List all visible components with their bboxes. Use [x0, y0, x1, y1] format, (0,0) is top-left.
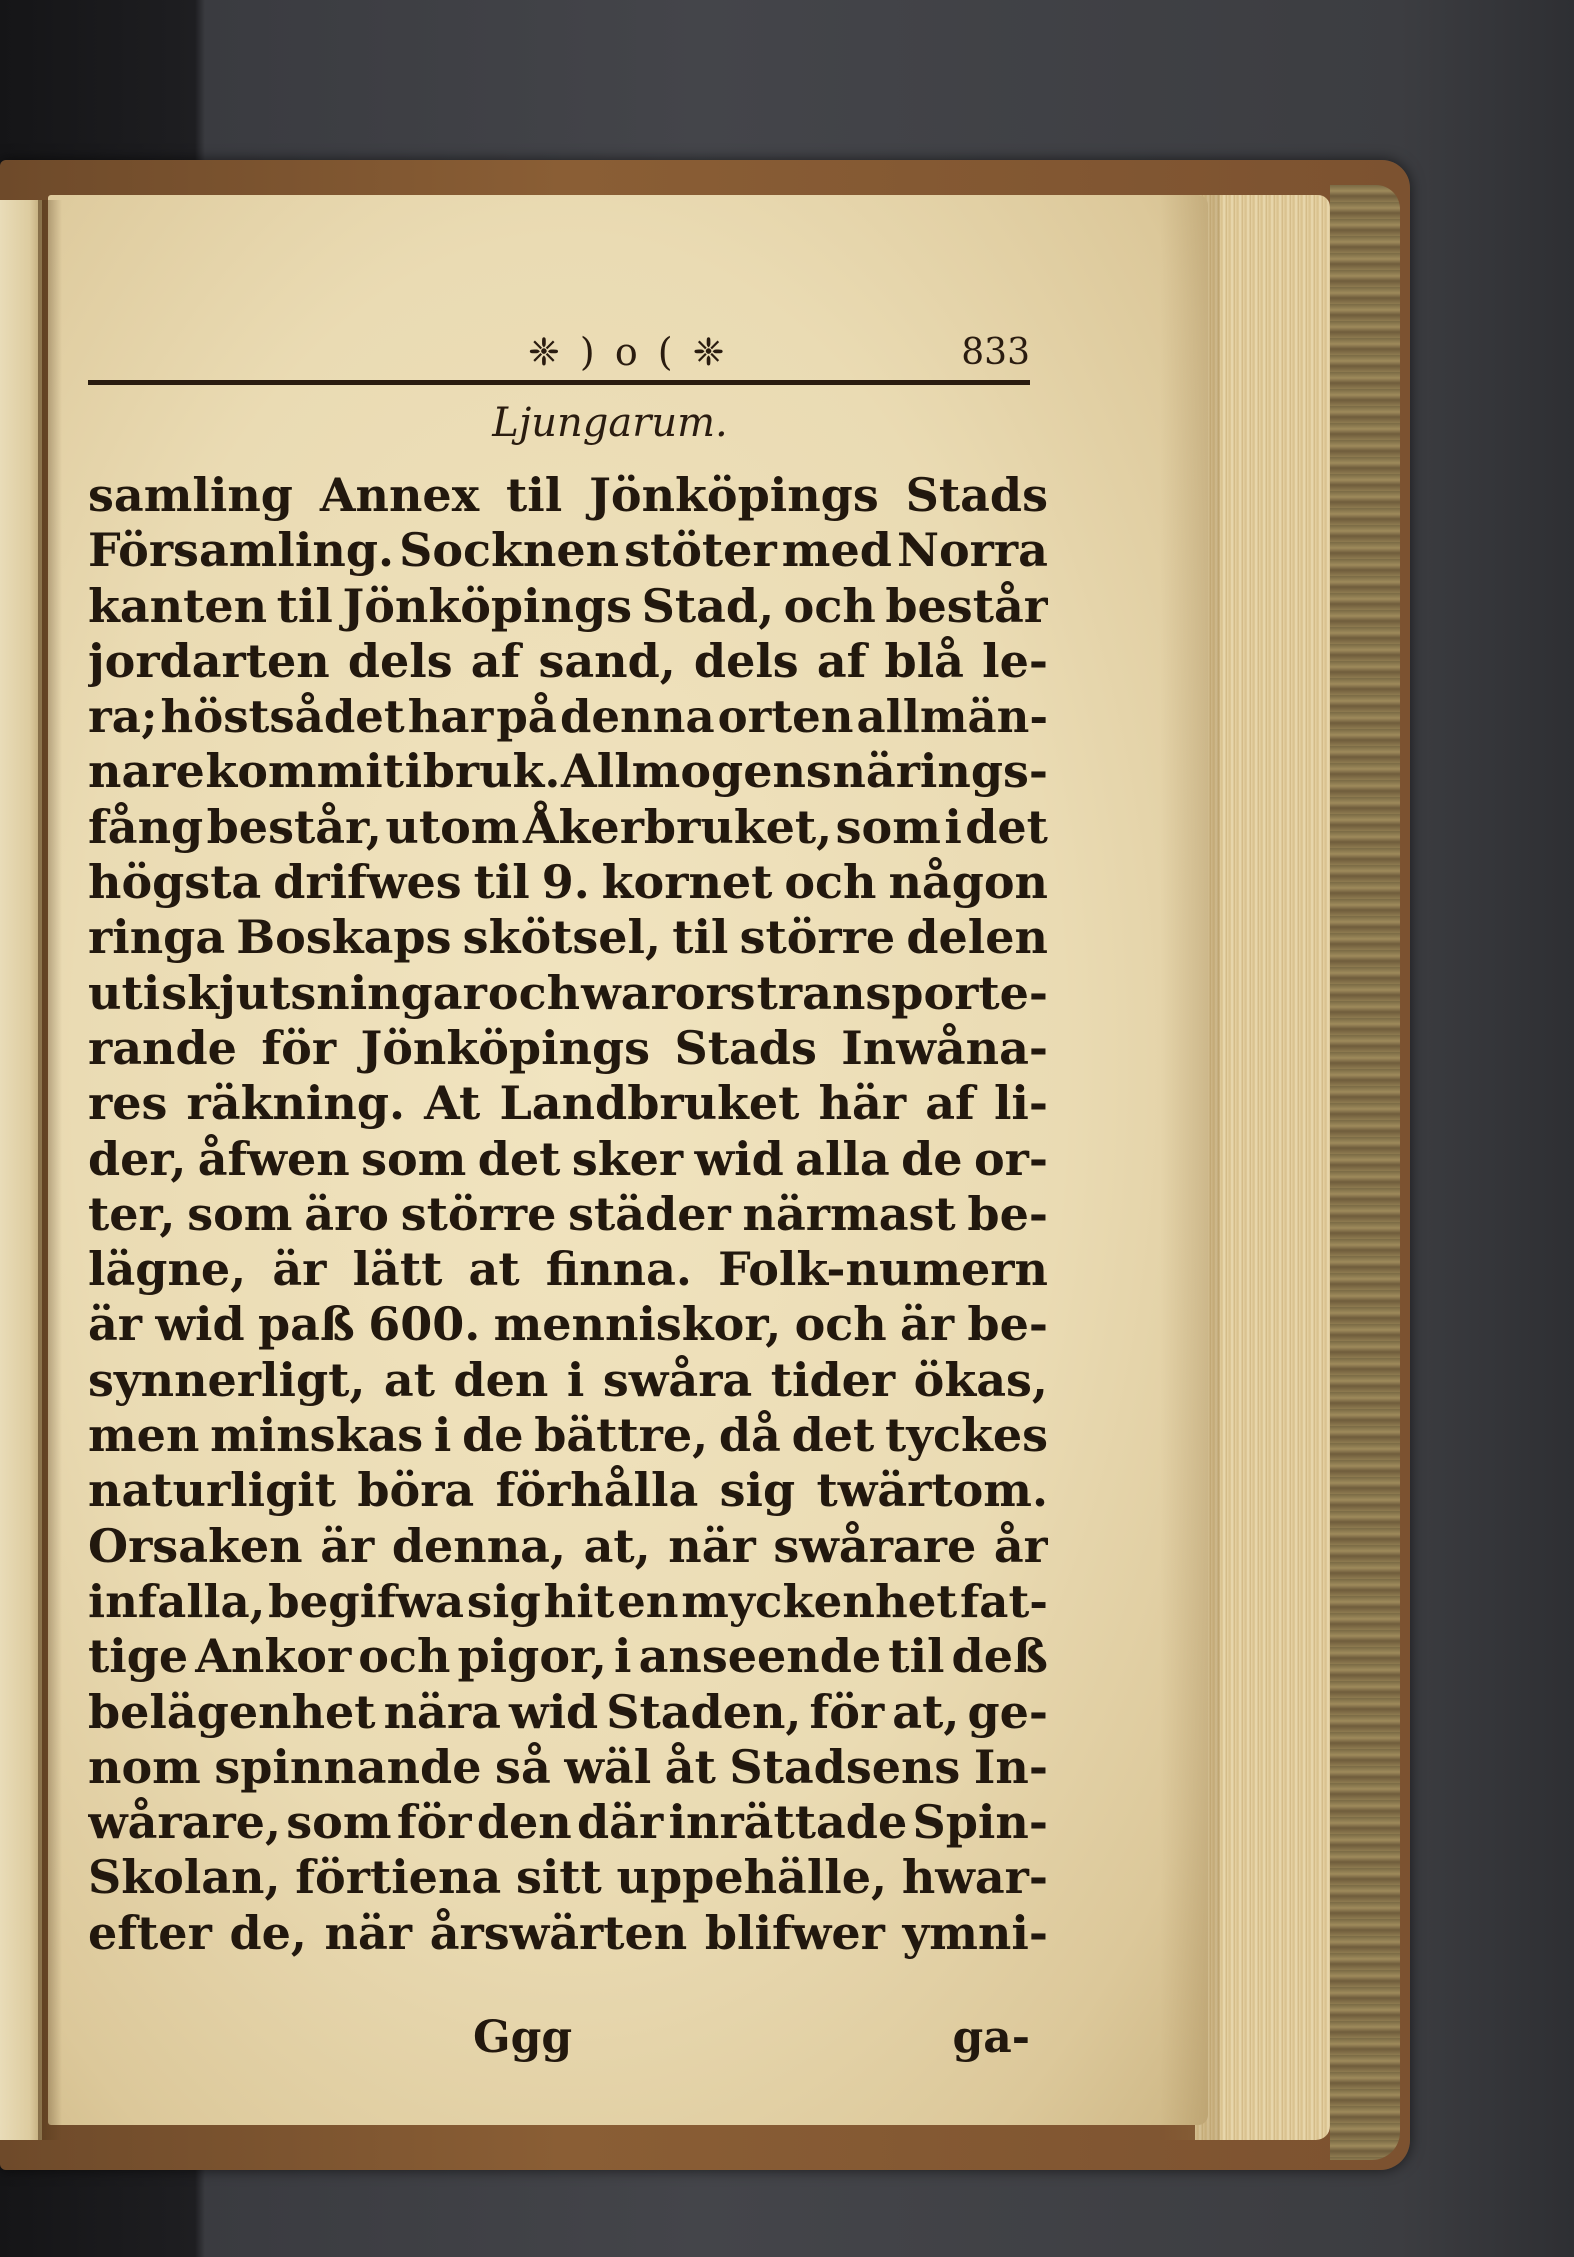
text-word: sig — [719, 1463, 796, 1518]
text-word: or- — [973, 1131, 1048, 1186]
text-word: At — [424, 1076, 481, 1131]
text-word: när — [668, 1518, 756, 1573]
text-word: utom — [385, 799, 520, 854]
text-word: dels — [693, 633, 799, 688]
text-word: en — [617, 1574, 679, 1628]
text-word: inrättade — [668, 1795, 908, 1850]
text-word: dels — [347, 633, 453, 688]
text-word: alla — [795, 1131, 890, 1186]
text-word: kornet — [601, 855, 773, 910]
text-word: Stad, — [641, 578, 775, 633]
text-word: och — [783, 578, 876, 633]
text-word: bruk. — [422, 744, 561, 799]
text-word: böra — [357, 1463, 475, 1518]
text-word: wid — [694, 1131, 784, 1186]
text-line — [88, 523, 1048, 578]
text-word: sand, — [538, 633, 676, 688]
text-word: det — [965, 799, 1048, 854]
text-word: äro — [304, 1186, 389, 1241]
text-word: transporte- — [756, 965, 1048, 1020]
text-word: li- — [993, 1076, 1048, 1131]
text-word: det — [791, 1408, 875, 1463]
text-word: der, — [88, 1131, 187, 1186]
text-word: Skolan, — [88, 1850, 281, 1905]
text-word: res — [88, 1076, 168, 1131]
text-word: tyckes — [884, 1408, 1048, 1463]
text-word: minskas — [210, 1408, 424, 1463]
text-word: den — [476, 1795, 572, 1850]
text-line — [88, 1740, 1048, 1795]
text-word: lätt — [352, 1242, 443, 1297]
text-word: at — [383, 1352, 435, 1407]
text-word: sker — [571, 1131, 684, 1186]
text-word: då — [718, 1408, 781, 1463]
text-word: det — [477, 1131, 561, 1186]
page-header — [88, 330, 1030, 390]
text-line — [88, 1021, 1048, 1076]
text-word: le- — [982, 633, 1048, 688]
running-head: Ljungarum. — [492, 400, 728, 446]
text-word: spinnande — [214, 1739, 482, 1794]
text-word: någon — [888, 855, 1048, 910]
text-word: som — [187, 1186, 293, 1241]
text-word: och — [794, 1297, 887, 1352]
text-word: be- — [967, 1186, 1048, 1241]
text-word: Annex — [319, 468, 480, 522]
text-word: den — [453, 1352, 549, 1407]
text-word: är — [320, 1518, 375, 1573]
text-word: tider — [770, 1352, 896, 1407]
text-word: i — [614, 1629, 632, 1684]
text-word: finna. — [545, 1242, 692, 1297]
text-word: ringa — [88, 910, 226, 965]
text-word: wid — [508, 1684, 599, 1739]
text-word: Församling. — [88, 523, 395, 578]
text-word: när — [324, 1905, 413, 1960]
text-word: naturligit — [88, 1463, 337, 1518]
text-word: Norra — [896, 523, 1048, 578]
text-word: 600. — [368, 1297, 481, 1352]
text-word: til — [672, 910, 729, 965]
text-word: allmän- — [856, 690, 1048, 744]
text-line — [88, 1242, 1048, 1297]
text-word: på — [496, 690, 557, 744]
text-word: kanten — [88, 578, 268, 633]
text-line — [88, 1408, 1048, 1463]
text-word: orten — [717, 690, 854, 744]
text-word: Orsaken — [88, 1518, 303, 1573]
text-word: In- — [973, 1739, 1048, 1794]
text-word: efter — [88, 1905, 212, 1960]
text-line — [88, 468, 1048, 523]
text-word: större — [400, 1186, 557, 1241]
text-word: fång — [88, 799, 204, 854]
page-curve-shade — [1160, 195, 1220, 2140]
text-line — [88, 855, 1048, 910]
text-line — [88, 1132, 1048, 1187]
text-word: infalla, — [88, 1574, 266, 1628]
text-word: be- — [967, 1297, 1048, 1352]
text-word: af — [925, 1076, 975, 1131]
text-word: wårare, — [88, 1795, 281, 1850]
text-word: til — [888, 1629, 945, 1684]
text-line — [88, 1297, 1048, 1352]
text-word: stöter — [624, 523, 777, 578]
text-word: pigor, — [457, 1629, 607, 1684]
text-word: närmast — [742, 1186, 956, 1241]
text-word: belägenhet — [88, 1684, 376, 1739]
text-word: at, — [892, 1684, 960, 1739]
text-word: 9. — [541, 855, 590, 910]
text-word: högsta — [88, 855, 262, 910]
text-word: och — [784, 855, 877, 910]
text-line — [88, 1076, 1048, 1131]
text-line — [88, 1353, 1048, 1408]
text-word: Socknen — [399, 523, 620, 578]
text-word: Ankor — [195, 1629, 352, 1684]
text-word: som — [286, 1795, 392, 1850]
text-word: består — [885, 578, 1048, 633]
text-word: höstsådet — [160, 690, 405, 744]
text-word: närings- — [832, 744, 1048, 799]
text-word: delen — [906, 910, 1048, 965]
text-word: i — [404, 744, 423, 799]
text-word: är — [88, 1297, 143, 1352]
text-word: Jönköpings — [342, 578, 633, 633]
text-line — [88, 1906, 1048, 1961]
spine-shadow — [38, 200, 62, 2140]
text-word: twärtom. — [816, 1463, 1048, 1518]
text-word: består, — [206, 799, 382, 854]
text-word: år — [993, 1518, 1048, 1573]
text-word: för — [809, 1684, 885, 1739]
text-line — [88, 1629, 1048, 1684]
text-word: Inwåna- — [841, 1020, 1048, 1075]
header-ornament: ❈ ) o ( ❈ — [528, 330, 729, 374]
text-word: så — [495, 1739, 551, 1794]
text-word: men — [88, 1408, 200, 1463]
text-word: begifwa — [268, 1574, 465, 1628]
text-word: nare — [88, 744, 205, 799]
text-word: denna — [559, 690, 715, 744]
text-word: de, — [229, 1905, 307, 1960]
text-word: Stads — [905, 468, 1048, 522]
text-word: paß — [257, 1297, 355, 1352]
text-word: Staden, — [606, 1684, 802, 1739]
page-footer — [88, 2012, 1030, 2072]
text-word: skötsel, — [462, 910, 662, 965]
text-word: årswärten — [429, 1905, 688, 1960]
text-word: til — [473, 855, 530, 910]
text-word: där — [577, 1795, 664, 1850]
text-word: här — [818, 1076, 907, 1131]
text-line — [88, 744, 1048, 799]
text-word: rande — [88, 1020, 237, 1075]
text-word: fat- — [959, 1574, 1048, 1628]
text-word: åt — [664, 1739, 716, 1794]
text-word: städer — [568, 1186, 731, 1241]
text-line — [88, 1850, 1048, 1905]
text-word: med — [781, 523, 892, 578]
text-word: tige — [88, 1629, 189, 1684]
text-word: i — [944, 799, 962, 854]
text-word: Åkerbruket, — [522, 799, 833, 854]
text-word: sitt — [515, 1850, 602, 1905]
text-word: Stadsens — [729, 1739, 961, 1794]
text-line — [88, 1463, 1048, 1518]
text-word: kommit — [205, 744, 404, 799]
text-word: förhålla — [495, 1463, 699, 1518]
text-word: blå — [884, 633, 964, 688]
text-word: menniskor, — [493, 1297, 782, 1352]
text-word: Landbruket — [499, 1076, 800, 1131]
text-word: Folk-numern — [718, 1242, 1048, 1297]
text-word: är — [272, 1242, 327, 1297]
text-line — [88, 1519, 1048, 1574]
text-word: at, — [583, 1518, 651, 1573]
text-word: ymni- — [902, 1905, 1048, 1960]
text-word: warors — [581, 965, 756, 1020]
text-word: af — [470, 633, 521, 688]
text-word: til — [506, 468, 563, 522]
page-number: 833 — [961, 332, 1030, 373]
text-word: til — [276, 578, 333, 633]
text-word: i — [566, 1352, 585, 1407]
text-word: i — [433, 1408, 452, 1463]
text-word: ge- — [967, 1684, 1048, 1739]
text-word: har — [407, 690, 494, 744]
left-page-edge — [0, 200, 42, 2140]
text-word: som — [361, 1131, 467, 1186]
text-word: nom — [88, 1739, 201, 1794]
text-word: Jönköpings — [360, 1020, 651, 1075]
text-line — [88, 1574, 1048, 1629]
text-word: Boskaps — [236, 910, 452, 965]
text-line — [88, 634, 1048, 689]
text-line — [88, 579, 1048, 634]
text-word: jordarten — [88, 633, 330, 688]
text-word: Stads — [674, 1020, 817, 1075]
text-word: som — [835, 799, 941, 854]
text-word: ter, — [88, 1186, 176, 1241]
text-word: denna, — [391, 1518, 566, 1573]
signature-mark: Ggg — [473, 2012, 573, 2063]
body-text — [88, 468, 1048, 1961]
text-word: ra; — [88, 690, 158, 744]
text-word: wäl — [564, 1739, 652, 1794]
text-word: wid — [155, 1297, 245, 1352]
text-word: Spin- — [912, 1795, 1048, 1850]
text-word: drifwes — [273, 855, 462, 910]
text-word: större — [739, 910, 896, 965]
text-word: de — [462, 1408, 524, 1463]
text-word: swårare — [773, 1518, 977, 1573]
text-word: är — [900, 1297, 955, 1352]
text-word: hwar- — [901, 1850, 1048, 1905]
text-word: nära — [383, 1684, 501, 1739]
text-word: hit — [543, 1574, 615, 1628]
text-line — [88, 910, 1048, 965]
text-word: Allmogens — [561, 744, 832, 799]
text-word: för — [261, 1020, 337, 1075]
text-word: åfwen — [197, 1131, 350, 1186]
text-word: anseende — [638, 1629, 882, 1684]
text-word: ökas, — [913, 1352, 1048, 1407]
text-word: uppehälle, — [616, 1850, 888, 1905]
text-word: myckenhet — [681, 1574, 958, 1628]
text-word: räkning. — [186, 1076, 406, 1131]
text-word: och — [487, 965, 581, 1020]
book-cover-edge — [1330, 185, 1400, 2160]
text-word: skjutsningar — [161, 965, 487, 1020]
text-line — [88, 966, 1048, 1021]
header-rule — [88, 380, 1030, 385]
text-line — [88, 1187, 1048, 1242]
text-word: lägne, — [88, 1242, 247, 1297]
text-word: synnerligt, — [88, 1352, 366, 1407]
text-word: deß — [951, 1629, 1048, 1684]
text-word: at — [468, 1242, 520, 1297]
text-word: uti — [88, 965, 161, 1020]
text-word: samling — [88, 468, 293, 522]
text-word: förtiena — [295, 1850, 502, 1905]
text-line — [88, 689, 1048, 744]
text-word: för — [396, 1795, 472, 1850]
text-word: af — [816, 633, 867, 688]
text-line — [88, 1795, 1048, 1850]
text-word: bättre, — [534, 1408, 709, 1463]
catchword: ga- — [952, 2012, 1030, 2063]
text-line — [88, 1685, 1048, 1740]
text-word: blifwer — [704, 1905, 885, 1960]
text-word: Jönköpings — [589, 468, 879, 522]
text-word: de — [901, 1131, 963, 1186]
text-word: och — [358, 1629, 451, 1684]
text-word: swåra — [602, 1352, 753, 1407]
text-line — [88, 800, 1048, 855]
text-word: sig — [466, 1574, 541, 1628]
